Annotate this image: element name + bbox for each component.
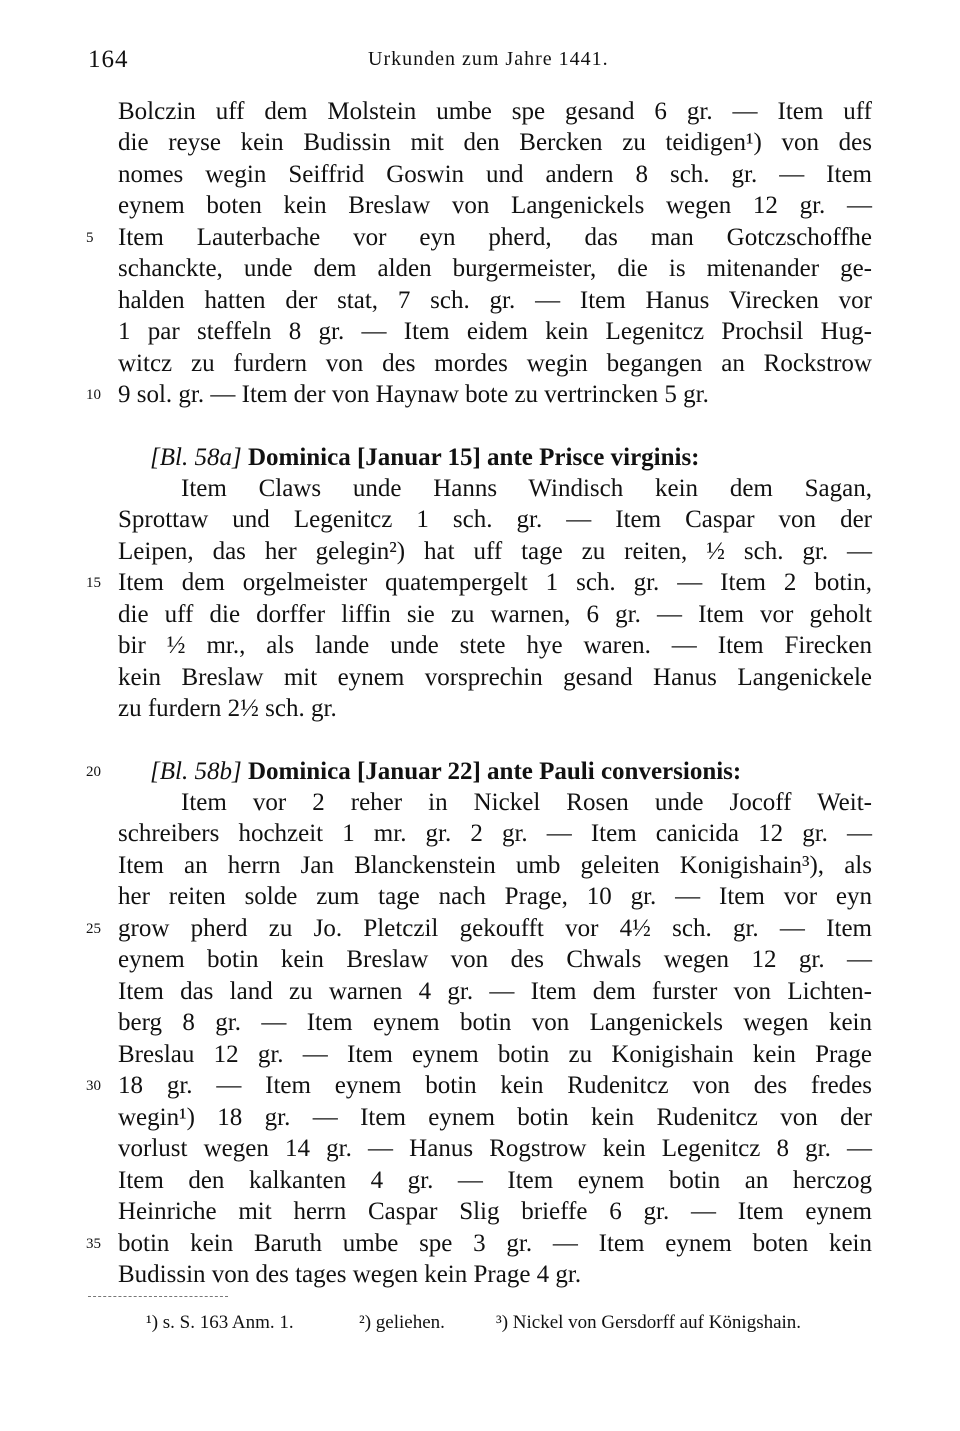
line-number: 10 [86,387,101,403]
line-number: 25 [86,921,101,937]
text-line: bir ½ mr., als lande unde stete hye waren. — Item Firecken [118,632,872,659]
section-heading [150,442,872,473]
text-line: Bolczin uff dem Molstein umbe spe gesand 6 gr. — Item uff [118,98,872,125]
line-number: 15 [86,575,101,591]
text-line: zu furdern 2½ sch. gr. [118,695,337,722]
text-line: 9 sol. gr. — Item der von Haynaw bote zu vertrincken 5 gr. [118,381,709,408]
running-title: Urkunden zum Jahre 1441. [368,48,609,70]
text-line: 18 gr. — Item eynem botin kein Rudenitcz von des fredes [118,1072,872,1099]
text-line: schreibers hochzeit 1 mr. gr. 2 gr. — Item canicida 12 gr. — [118,820,872,847]
text-line: wegin¹) 18 gr. — Item eynem botin kein Rudenitcz von der [118,1104,872,1131]
text-line: die uff die dorffer liffin sie zu warnen, 6 gr. — Item vor geholt [118,601,872,628]
text-line: Item das land zu warnen 4 gr. — Item dem furster von Lichten- [118,978,872,1005]
text-line: schanckte, unde dem alden burgermeister, die is mitenander ge- [118,255,872,282]
line-number: 5 [86,230,94,246]
text-line: Item Lauterbache vor eyn pherd, das man Gotczschoffhe [118,224,872,251]
text-line: berg 8 gr. — Item eynem botin von Langenickels wegen kein [118,1009,872,1036]
text-line: her reiten solde zum tage nach Prage, 10 gr. — Item vor eyn [118,883,872,910]
text-line: die reyse kein Budissin mit den Bercken zu teidigen¹) von des [118,129,872,156]
text-line: Item den kalkanten 4 gr. — Item eynem botin an herczog [118,1167,872,1194]
text-line: grow pherd zu Jo. Pletczil gekoufft vor 4½ sch. gr. — Item [118,915,872,942]
folio-reference: [Bl. 58a] [150,444,242,471]
text-line: Item Claws unde Hanns Windisch kein dem Sagan, [181,475,872,502]
footnote-3: ³) Nickel von Gersdorff auf Königshain. [496,1312,802,1333]
text-line: Sprottaw und Legenitcz 1 sch. gr. — Item Caspar von der [118,506,872,533]
text-line: witcz zu furdern von des mordes wegin begangen an Rockstrow [118,350,872,377]
section-title: Dominica [Januar 15] ante Prisce virginis: [247,444,700,471]
footnote-1: ¹) s. S. 163 Anm. 1. [146,1312,294,1333]
text-line: vorlust wegen 14 gr. — Hanus Rogstrow kein Legenitcz 8 gr. — [118,1135,872,1162]
text-line: Leipen, das her gelegin²) hat uff tage zu reiten, ½ sch. gr. — [118,538,872,565]
text-line: Item vor 2 reher in Nickel Rosen unde Jocoff Weit- [181,789,872,816]
page-number: 164 [88,46,129,73]
text-line: halden hatten der stat, 7 sch. gr. — Item Hanus Virecken vor [118,287,872,314]
footnote-divider [88,1296,228,1297]
line-number: 30 [86,1078,101,1094]
text-line: nomes wegin Seiffrid Goswin und andern 8 sch. gr. — Item [118,161,872,188]
text-line: eynem boten kein Breslaw von Langenickels wegen 12 gr. — [118,192,872,219]
text-line: eynem botin kein Breslaw von des Chwals wegen 12 gr. — [118,946,872,973]
text-line: kein Breslaw mit eynem vorsprechin gesand Hanus Langenickele [118,664,872,691]
text-line: Item an herrn Jan Blanckenstein umb geleiten Konigishain³), als [118,852,872,879]
text-line: Heinriche mit herrn Caspar Slig brieffe 6 gr. — Item eynem [118,1198,872,1225]
text-line: Budissin von des tages wegen kein Prage 4 gr. [118,1261,582,1288]
line-number: 20 [86,764,101,780]
line-number: 35 [86,1236,101,1252]
footnote-2: ²) geliehen. [359,1312,445,1333]
text-line: Item dem orgelmeister quatempergelt 1 sch. gr. — Item 2 botin, [118,569,872,596]
folio-reference: [Bl. 58b] [150,758,242,785]
section-title: Dominica [Januar 22] ante Pauli conversionis: [247,758,742,785]
text-line: Breslau 12 gr. — Item eynem botin zu Konigishain kein Prage [118,1041,872,1068]
text-line: 1 par steffeln 8 gr. — Item eidem kein Legenitcz Prochsil Hug- [118,318,872,345]
section-heading [150,756,872,787]
text-line: botin kein Baruth umbe spe 3 gr. — Item eynem boten kein [118,1230,872,1257]
